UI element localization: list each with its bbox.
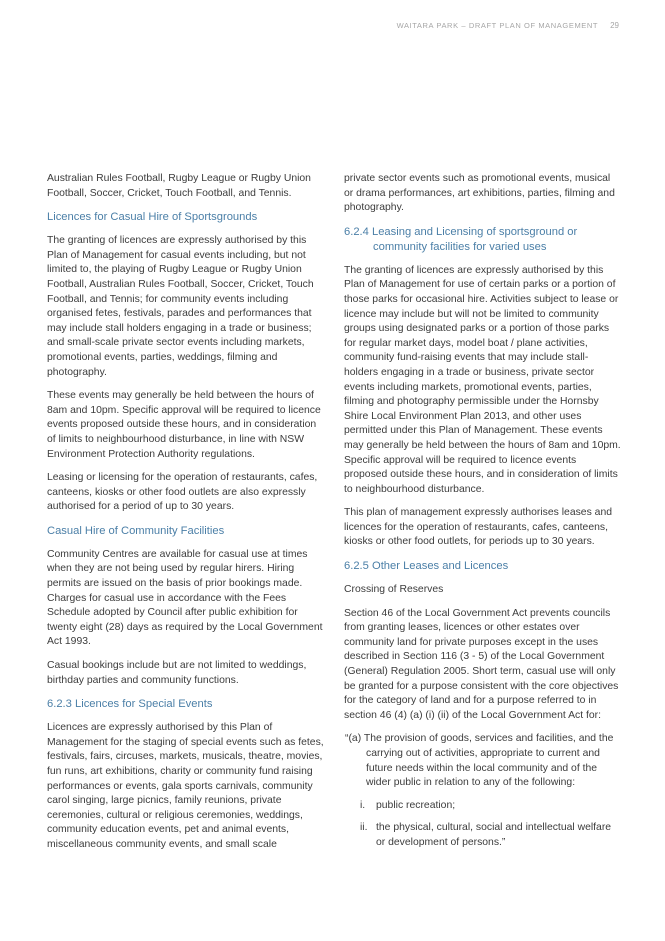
list-marker: i. [360,799,366,811]
right-column [344,172,622,859]
left-column [47,172,325,862]
paragraph: Leasing or licensing for the operation of restaurants, cafes, canteens, kiosks or other food outlets are also expressly authorised for a period of up to 30 years. [47,472,318,513]
paragraph: The granting of licences are expressly authorised by this Plan of Management for use of certain parks or a portion of those parks for occasional hire. Activities subject to lease or licence may include but will not be limited to community groups using designated parks or a portion of those parks for regular market days, model boat / plane activities, community fund-raising events that may include stall-holders engaging in a trade or business, private sector events including markets, promotional events, parties, filming and photography permissible under the Hornsby Shire Local Environment Plan 2013, and other uses permitted under this Plan of Management. These events may generally be held between the hours of 8am and 10pm. Specific approval will be required to licence events proposed outside these hours, and in consideration of limits to neighbourhood disturbance. [344,264,621,495]
list-item-text: public recreation; [376,799,456,811]
paragraph: Community Centres are available for casual use at times when they are not being used by regular hirers. Hiring permits are issued on the basis of prior bookings made. Charges for casual use in accordance with the Fees Schedule adopted by Council after public exhibition for twenty eight (28) days as required by the Local Government Act 1993. [47,548,323,648]
paragraph: Section 46 of the Local Government Act prevents councils from granting leases, licences or other estates over community land for private purposes except in the uses described in Section 116 (3 - 5) of the Local Government (General) Regulation 2005. Short term, casual use will only be granted for a purpose consistent with the core objectives for the category of land and for a purpose referred to in section 46 (4) (a) (i) (ii) of the Local Government Act for: [344,607,619,721]
section-heading: 6.2.4 Leasing and Licensing of sportsground or community facilities for varied uses [344,225,578,253]
quoted-clause: “(a) The provision of goods, services and facilities, and the carrying out of activities, appropriate to current and future needs within the local community and of the wider public in relation to any of the following: [345,733,614,789]
paragraph: Australian Rules Football, Rugby League or Rugby Union Football, Soccer, Cricket, Touch Football, and Tennis. [47,173,311,199]
list-item-text: the physical, cultural, social and intellectual welfare or development of persons.” [376,822,612,848]
list-item [344,799,622,814]
paragraph: Casual bookings include but are not limited to weddings, birthday parties and community functions. [47,660,307,686]
section-heading: 6.2.3 Licences for Special Events [47,698,213,711]
page-number: 29 [610,21,619,30]
paragraph: These events may generally be held between the hours of 8am and 10pm. Specific approval will be required to licence events proposed outside these hours, and in consideration of limits to neighbourhood disturbance, in line with NSW Environment Protection Authority regulations. [47,390,321,460]
section-heading: Casual Hire of Community Facilities [47,524,225,537]
header-title: WAITARA PARK – DRAFT PLAN OF MANAGEMENT [396,21,599,30]
section-heading: Licences for Casual Hire of Sportsgrounds [47,211,258,224]
subheading: Crossing of Reserves [344,584,444,596]
list-marker: ii. [360,822,368,834]
section-heading: 6.2.5 Other Leases and Licences [344,560,509,573]
paragraph: This plan of management expressly authorises leases and licences for the operation of restaurants, cafes, canteens, kiosks or other food outlets, for periods up to 30 years. [344,507,612,548]
paragraph: The granting of licences are expressly authorised by this Plan of Management for casual events including, but not limited to, the playing of Rugby League or Rugby Union Football, Australian Rules Football, Soccer, Cricket, Touch Football, and Tennis; for community events including organised fetes, festivals, parades and performances that may include stall holders engaging in a trade or business; and small-scale private sector events including markets, promotional events, parties, weddings, filming and photography. [47,235,314,378]
list-item [344,821,622,850]
paragraph: private sector events such as promotional events, musical or drama performances, art exhibitions, parties, filming and photography. [344,173,615,214]
paragraph: Licences are expressly authorised by this Plan of Management for the staging of special events such as fetes, festivals, fairs, circuses, markets, musicals, theatre, movies, fun runs, art exhibitions, charity or community fund raising performances or events, gala sports carnivals, community carol singing, large picnics, family reunions, private ceremonies, cultural or religious ceremonies, weddings, community education events, pet and animal events, miscellaneous community events, and small scale [47,722,324,850]
running-header [397,21,619,30]
